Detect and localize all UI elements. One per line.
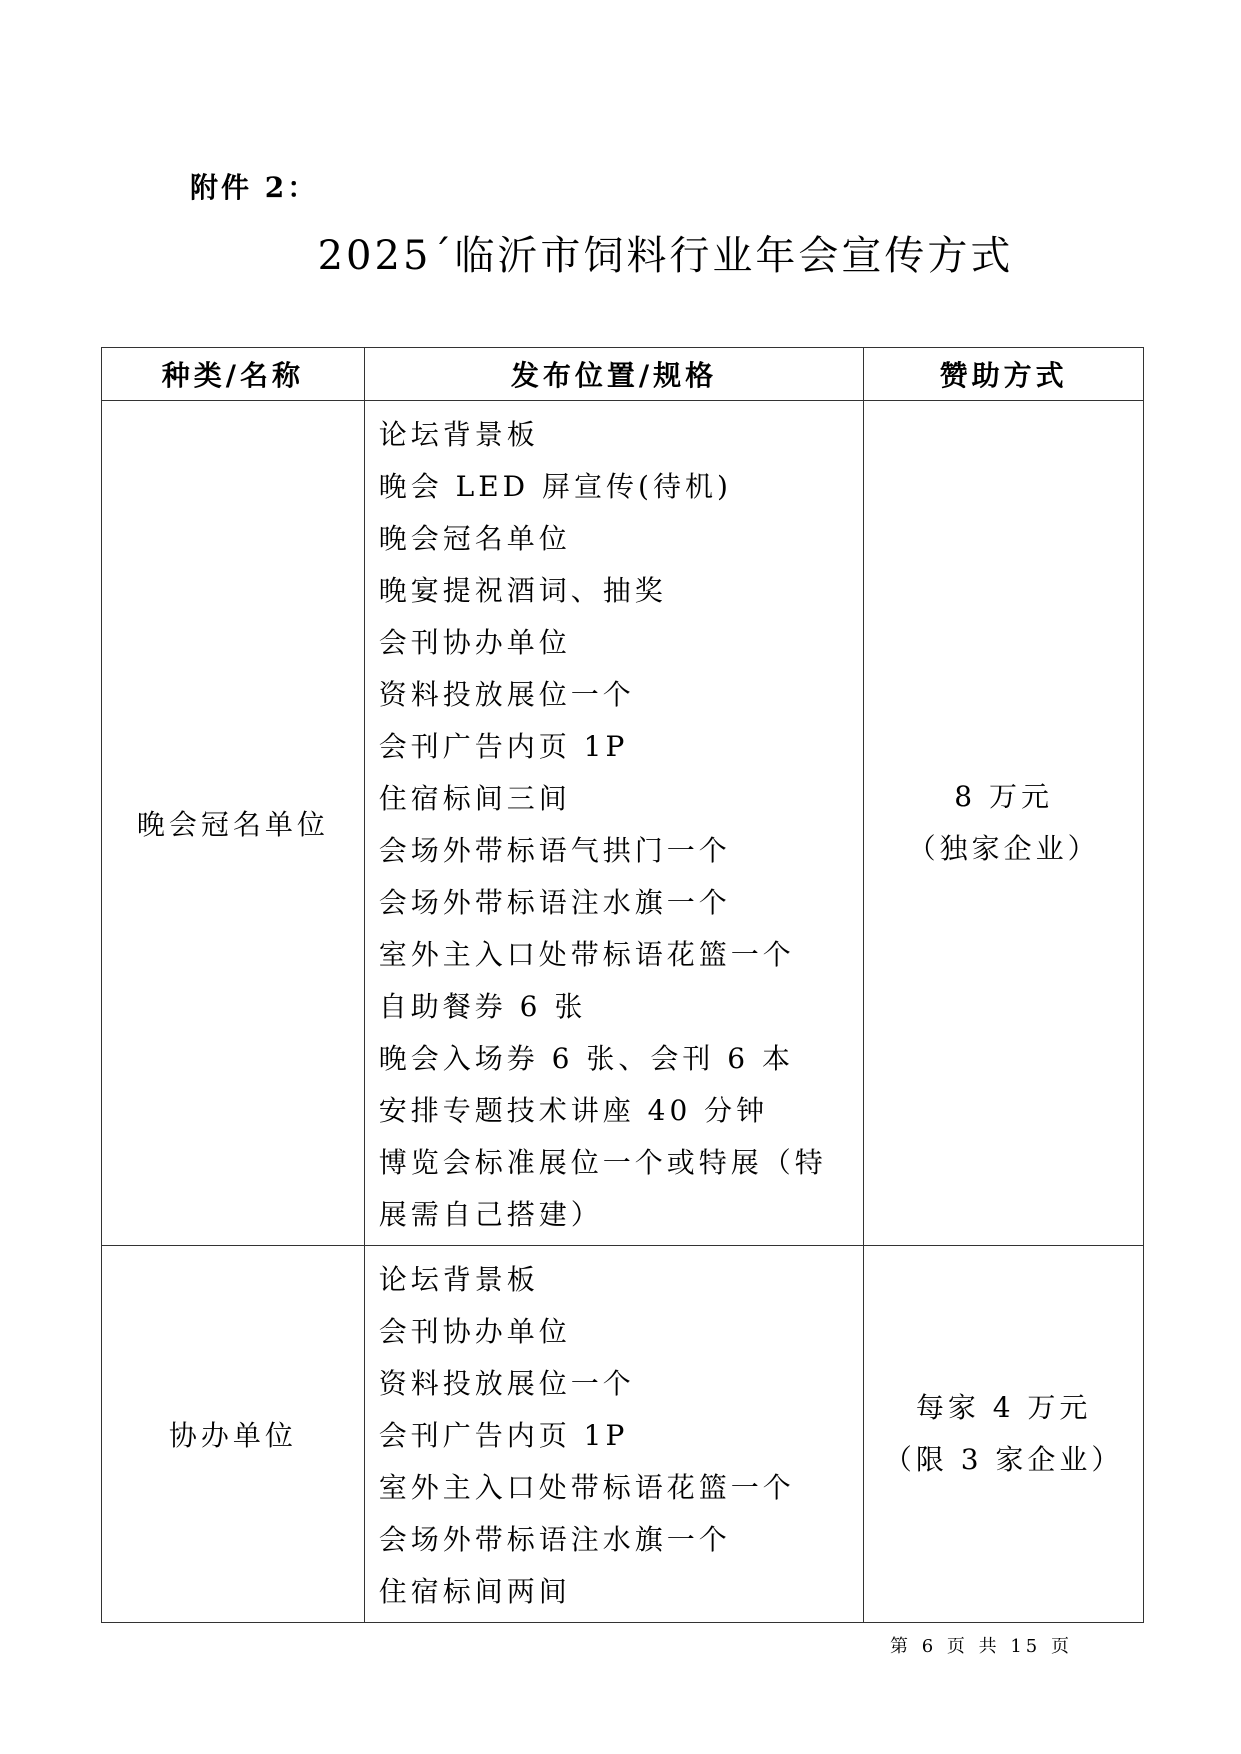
header-placement: 发布位置/规格: [364, 348, 864, 401]
sponsorship-amount: 8 万元: [954, 780, 1053, 813]
page-number: 第 6 页 共 15 页: [890, 1636, 1073, 1657]
placement-item: 会刊协办单位: [378, 626, 571, 659]
placement-item: 安排专题技术讲座 40 分钟: [378, 1094, 769, 1127]
category-name: 协办单位: [102, 1246, 365, 1623]
table-row: [102, 1246, 1144, 1623]
placement-item: 住宿标间三间: [378, 782, 571, 815]
placement-item: 博览会标准展位一个或特展（特展需自己搭建）: [378, 1146, 827, 1231]
placement-item: 会场外带标语气拱门一个: [378, 834, 731, 867]
placement-item: 住宿标间两间: [378, 1575, 571, 1608]
category-name: 晚会冠名单位: [102, 401, 365, 1246]
placement-item: 论坛背景板: [378, 1263, 539, 1296]
table-row: [102, 401, 1144, 1246]
sponsorship-table: [101, 347, 1144, 1623]
sponsorship-cell: [864, 401, 1144, 1246]
table-header-row: [102, 348, 1144, 401]
sponsorship-note: （限 3 家企业）: [883, 1443, 1124, 1476]
sponsorship-cell: [864, 1246, 1144, 1623]
placement-item: 自助餐券 6 张: [378, 990, 587, 1023]
placement-item: 晚会 LED 屏宣传(待机): [378, 470, 732, 503]
placement-item: 会场外带标语注水旗一个: [378, 886, 731, 919]
placement-item: 晚会冠名单位: [378, 522, 571, 555]
placement-item: 晚会入场券 6 张、会刊 6 本: [378, 1042, 794, 1075]
placement-item: 会刊广告内页 1P: [378, 1419, 629, 1452]
placement-item: 晚宴提祝酒词、抽奖: [378, 574, 667, 607]
placement-list: [364, 401, 864, 1246]
placement-item: 论坛背景板: [378, 418, 539, 451]
placement-item: 资料投放展位一个: [378, 678, 635, 711]
placement-item: 会刊广告内页 1P: [378, 730, 629, 763]
placement-item: 室外主入口处带标语花篮一个: [378, 938, 795, 971]
sponsorship-note: （独家企业）: [907, 832, 1100, 865]
placement-list: [364, 1246, 864, 1623]
placement-item: 会刊协办单位: [378, 1315, 571, 1348]
sponsorship-amount: 每家 4 万元: [915, 1391, 1092, 1424]
page-title: 2025´临沂市饲料行业年会宣传方式: [317, 233, 1014, 279]
placement-item: 资料投放展位一个: [378, 1367, 635, 1400]
placement-item: 会场外带标语注水旗一个: [378, 1523, 731, 1556]
header-category: 种类/名称: [102, 348, 365, 401]
header-sponsorship: 赞助方式: [864, 348, 1144, 401]
attachment-label: 附件 2：: [190, 171, 319, 204]
placement-item: 室外主入口处带标语花篮一个: [378, 1471, 795, 1504]
